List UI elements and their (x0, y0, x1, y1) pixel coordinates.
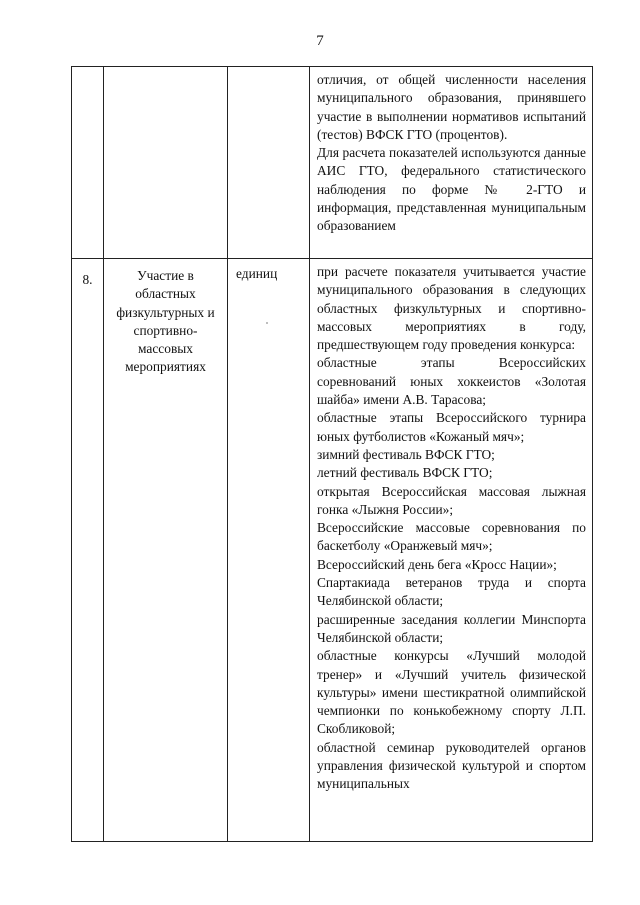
number-cell (72, 67, 104, 259)
indicator-unit: единиц (228, 259, 310, 842)
description-paragraph: областной семинар руководителей органов управления физической культурой и спортом муниципальных (317, 739, 586, 792)
indicator-name-cell (104, 67, 228, 259)
description-paragraph: Всероссийские массовые соревнования по баскетболу «Оранжевый мяч»; (317, 520, 586, 554)
description-paragraph: Всероссийский день бега «Кросс Нации»; (317, 556, 557, 572)
description-paragraph: областные этапы Всероссийского турнира юных футболистов «Кожаный мяч»; (317, 410, 586, 444)
description-paragraph: расширенные заседания коллегии Минспорта Челябинской области; (317, 611, 586, 645)
description-paragraph: Спартакиада ветеранов труда и спорта Челябинской области; (317, 575, 586, 609)
page-number: 7 (316, 33, 324, 49)
description-cell (310, 259, 593, 842)
description-paragraph: зимний фестиваль ВФСК ГТО; (317, 446, 495, 462)
indicators-table (71, 66, 593, 842)
scan-speck (266, 322, 268, 324)
description-paragraph: областные конкурсы «Лучший молодой тренер» и «Лучший учитель физической культуры» имени шестикратной олимпийской чемпионки по конькобежному спорту Л.П. Скобликовой; (317, 648, 586, 737)
description-cell (310, 67, 593, 259)
unit-cell (228, 67, 310, 259)
indicator-name: Участие в областных физкультурных и спортивно-массовых мероприятиях (104, 259, 228, 842)
description-paragraph: Для расчета показателей используются данные АИС ГТО, федерального статистического наблюдения по форме № 2-ГТО и информация, представленная муниципальным образованием (317, 145, 586, 234)
table-row-continued (72, 67, 593, 259)
description-paragraph: при расчете показателя учитывается участие муниципального образования в следующих областных физкультурных и спортивно-массовых мероприятиях в году, предшествующем году проведения конкурса: (317, 264, 586, 353)
row-number: 8. (72, 259, 104, 842)
description-paragraph: областные этапы Всероссийских соревнований юных хоккеистов «Золотая шайба» имени А.В. Тарасова; (317, 355, 586, 408)
description-paragraph: отличия, от общей численности населения муниципального образования, принявшего участие в выполнении нормативов испытаний (тестов) ВФСК ГТО (процентов). (317, 72, 586, 142)
description-paragraph: летний фестиваль ВФСК ГТО; (317, 465, 493, 481)
table-row-8 (72, 259, 593, 842)
description-paragraph: открытая Всероссийская массовая лыжная гонка «Лыжня России»; (317, 483, 586, 517)
